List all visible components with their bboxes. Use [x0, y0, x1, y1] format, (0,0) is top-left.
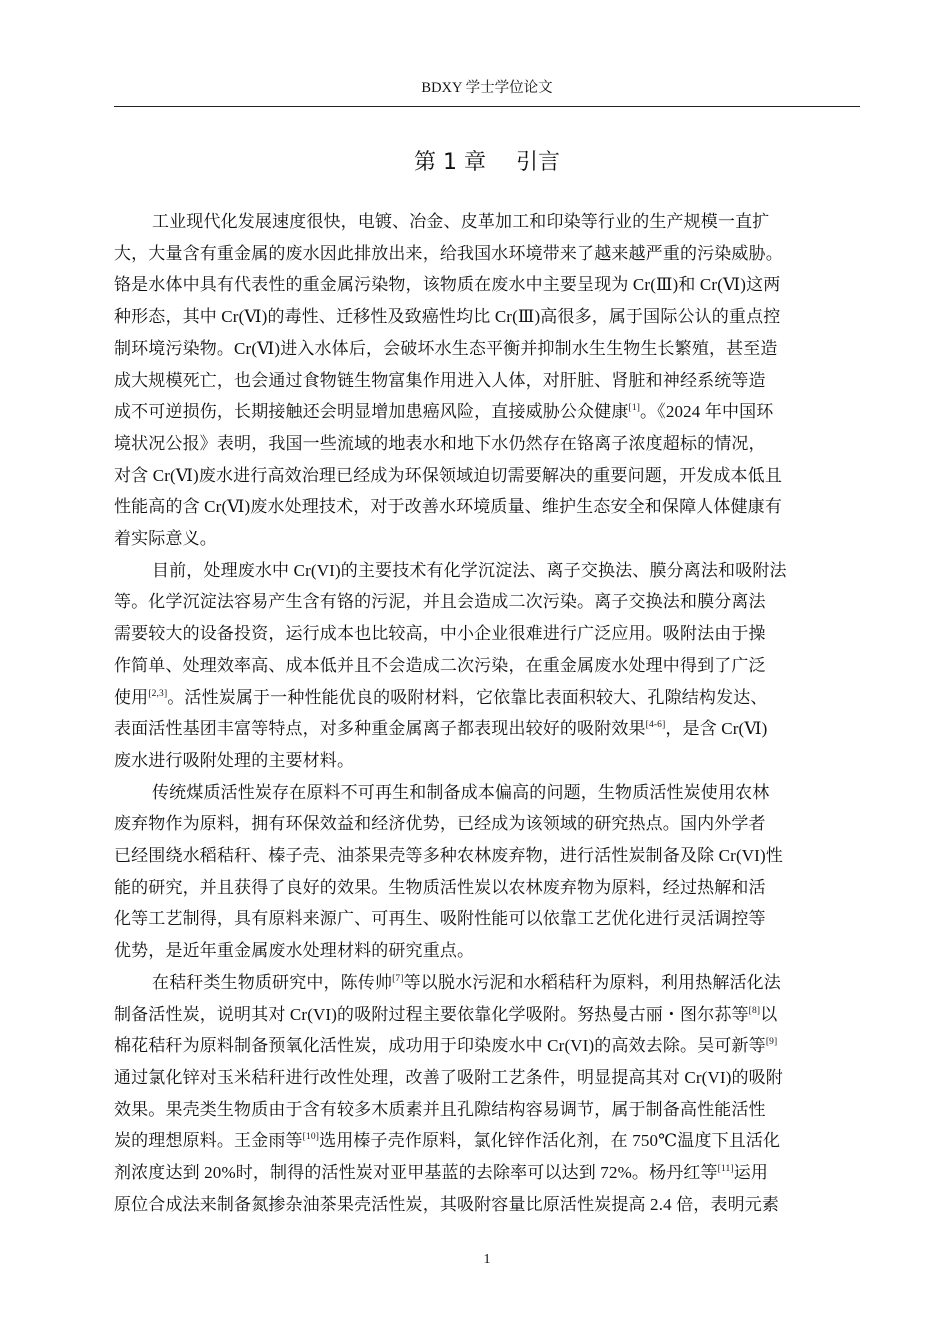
citation-ref: [11]: [717, 1164, 734, 1175]
chapter-heading: 引言: [515, 150, 560, 175]
text-run: 对含 Cr(Ⅵ)废水进行高效治理已经成为环保领域迫切需要解决的重要问题，开发成本低且: [114, 465, 782, 485]
text-run: 优势，是近年重金属废水处理材料的研究重点。: [114, 941, 475, 961]
text-run: 剂浓度达到 20%时，制得的活性炭对亚甲基蓝的去除率可以达到 72%。杨丹红等: [114, 1163, 718, 1183]
text-line: [114, 713, 866, 745]
chapter-title: [114, 147, 860, 179]
text-line: [114, 872, 866, 904]
text-run: 等。化学沉淀法容易产生含有铬的污泥，并且会造成二次污染。离子交换法和膜分离法: [114, 592, 766, 612]
text-line: [114, 1125, 866, 1157]
text-run: 需要较大的设备投资，运行成本也比较高，中小企业很难进行广泛应用。吸附法由于操: [114, 624, 766, 644]
text-run: 着实际意义。: [114, 529, 217, 549]
text-line: [114, 586, 866, 618]
text-line: [114, 1157, 866, 1189]
text-line: [114, 491, 866, 523]
text-line: [114, 333, 866, 365]
page-number: 1: [483, 1252, 491, 1267]
header-rule: [114, 106, 860, 107]
text-run: 目前，处理废水中 Cr(VI)的主要技术有化学沉淀法、离子交换法、膜分离法和吸附法: [152, 560, 787, 580]
text-line: [114, 903, 866, 935]
text-line: [114, 301, 866, 333]
text-run: 性能高的含 Cr(Ⅵ)废水处理技术，对于改善水环境质量、维护生态安全和保障人体健康有: [114, 497, 782, 517]
text-line: [114, 206, 866, 238]
text-run: 大，大量含有重金属的废水因此排放出来，给我国水环境带来了越来越严重的污染威胁。: [114, 243, 783, 263]
text-run: 制环境污染物。Cr(Ⅵ)进入水体后，会破坏水生态平衡并抑制水生生物生长繁殖，甚至造: [114, 338, 778, 358]
text-run: 棉花秸秆为原料制备预氧化活性炭，成功用于印染废水中 Cr(VI)的高效去除。吴可新等: [114, 1036, 766, 1056]
text-run: 等以脱水污泥和水稻秸秆为原料，利用热解活化法: [403, 972, 781, 992]
text-run: ，是含 Cr(Ⅵ): [665, 719, 768, 739]
text-line: [114, 650, 866, 682]
body-paragraph: [114, 777, 866, 967]
text-line: [114, 935, 866, 967]
text-run: 能的研究，并且获得了良好的效果。生物质活性炭以农林废弃物为原料，经过热解和活: [114, 877, 766, 897]
body-paragraph: [114, 555, 866, 777]
text-run: 已经围绕水稻秸秆、榛子壳、油茶果壳等多种农林废弃物，进行活性炭制备及除 Cr(VI)性: [114, 846, 783, 866]
body-paragraph: [114, 967, 866, 1221]
text-line: [114, 1030, 866, 1062]
text-line: [114, 682, 866, 714]
text-line: [114, 999, 866, 1031]
text-run: 通过氯化锌对玉米秸秆进行改性处理，改善了吸附工艺条件，明显提高其对 Cr(VI)的吸附: [114, 1067, 783, 1087]
text-line: [114, 428, 866, 460]
text-line: [114, 808, 866, 840]
body-text: [114, 206, 866, 1221]
text-run: 化等工艺制得，具有原料来源广、可再生、吸附性能可以依靠工艺优化进行灵活调控等: [114, 909, 766, 929]
body-paragraph: [114, 206, 866, 555]
text-line: [114, 269, 866, 301]
text-line: [114, 1189, 866, 1221]
text-line: [114, 618, 866, 650]
text-run: 表面活性基团丰富等特点，对多种重金属离子都表现出较好的吸附效果: [114, 719, 646, 739]
text-run: 作简单、处理效率高、成本低并且不会造成二次污染，在重金属废水处理中得到了广泛: [114, 655, 766, 675]
citation-ref: [8]: [748, 1005, 761, 1016]
citation-ref: [1]: [628, 403, 641, 414]
text-run: 原位合成法来制备氮掺杂油茶果壳活性炭，其吸附容量比原活性炭提高 2.4 倍，表明元素: [114, 1194, 780, 1214]
text-run: 使用: [114, 687, 149, 707]
text-run: 废弃物作为原料，拥有环保效益和经济优势，已经成为该领域的研究热点。国内外学者: [114, 814, 766, 834]
text-run: 废水进行吸附处理的主要材料。: [114, 750, 355, 770]
text-run: 运用: [733, 1163, 769, 1183]
text-run: 成大规模死亡，也会通过食物链生物富集作用进入人体，对肝脏、肾脏和神经系统等造: [114, 370, 766, 390]
text-run: 成不可逆损伤，长期接触还会明显增加患癌风险，直接威胁公众健康: [114, 402, 629, 422]
chapter-number: 第 1 章: [414, 150, 486, 175]
text-run: 以: [760, 1004, 778, 1024]
text-line: [114, 460, 866, 492]
text-run: 。《2024 年中国环: [640, 402, 774, 422]
text-line: [114, 523, 866, 555]
text-line: [114, 745, 866, 777]
text-line: [114, 555, 866, 587]
text-run: 传统煤质活性炭存在原料不可再生和制备成本偏高的问题，生物质活性炭使用农林: [152, 782, 770, 802]
text-run: 在秸秆类生物质研究中，陈传帅: [152, 972, 393, 992]
text-line: [114, 1094, 866, 1126]
text-line: [114, 1062, 866, 1094]
text-run: 。活性炭属于一种性能优良的吸附材料，它依靠比表面积较大、孔隙结构发达、: [167, 687, 768, 707]
running-header: BDXY 学士学位论文: [421, 80, 553, 96]
text-run: 效果。果壳类生物质由于含有较多木质素并且孔隙结构容易调节，属于制备高性能活性: [114, 1099, 766, 1119]
text-run: 制备活性炭，说明其对 Cr(VI)的吸附过程主要依靠化学吸附。努热曼古丽・图尔荪等: [114, 1004, 749, 1024]
citation-ref: [10]: [302, 1132, 320, 1143]
text-line: [114, 238, 866, 270]
text-line: [114, 396, 866, 428]
text-run: 工业现代化发展速度很快，电镀、冶金、皮革加工和印染等行业的生产规模一直扩: [152, 212, 770, 231]
text-run: 炭的理想原料。王金雨等: [114, 1131, 303, 1151]
text-run: 种形态，其中 Cr(Ⅵ)的毒性、迁移性及致癌性均比 Cr(Ⅲ)高很多，属于国际公认的重点控: [114, 307, 781, 327]
text-line: [114, 365, 866, 397]
citation-ref: [9]: [765, 1037, 778, 1048]
citation-ref: [7]: [392, 973, 404, 984]
text-line: [114, 777, 866, 809]
citation-ref: [2,3]: [148, 688, 168, 699]
text-run: 选用榛子壳作原料，氯化锌作活化剂，在 750℃温度下且活化: [319, 1131, 781, 1151]
citation-ref: [4-6]: [645, 720, 666, 731]
text-line: [114, 967, 866, 999]
text-run: 境状况公报》表明，我国一些流域的地表水和地下水仍然存在铬离子浓度超标的情况，: [114, 433, 766, 453]
text-line: [114, 840, 866, 872]
text-run: 铬是水体中具有代表性的重金属污染物，该物质在废水中主要呈现为 Cr(Ⅲ)和 Cr(Ⅵ)这两: [114, 275, 781, 295]
